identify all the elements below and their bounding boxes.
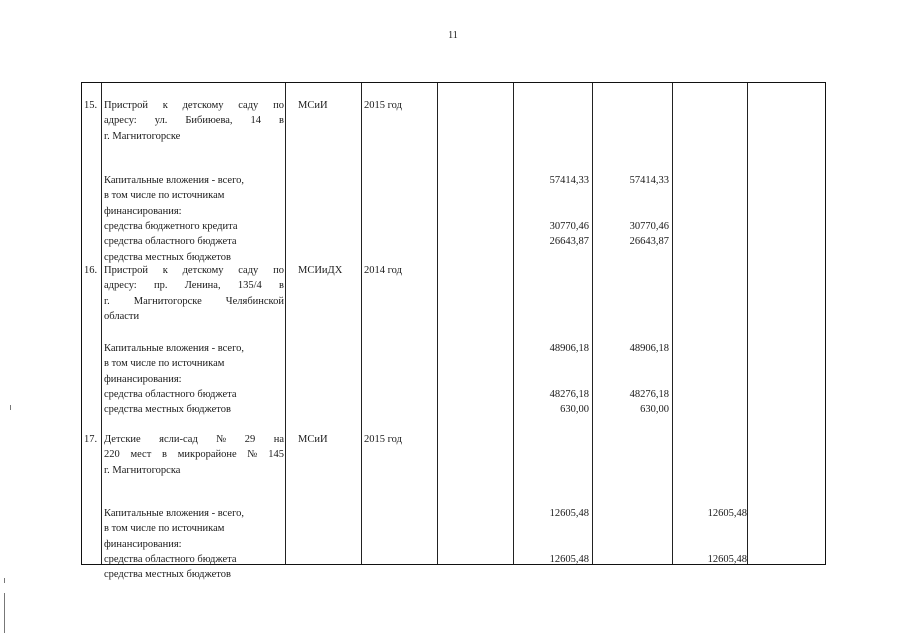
funding-line-label: Капитальные вложения - всего, [104, 343, 244, 354]
construction-year: 2015 год [364, 100, 402, 111]
funding-line-label: в том числе по источникам [104, 358, 225, 370]
object-title-line: адресу: ул. Бибиюева, 14 в [104, 115, 284, 127]
scan-mark [10, 405, 11, 410]
object-title-line: г. Магнитогорске [104, 130, 181, 142]
funding-line-label: в том числе по источникам [104, 523, 225, 535]
funding-line-label: Капитальные вложения - всего, [104, 175, 244, 186]
funding-line-label: средства бюджетного кредита [104, 220, 238, 232]
construction-year: 2015 год [364, 434, 402, 445]
funding-line-label: средства местных бюджетов [104, 404, 231, 416]
funding-line-label: средства областного бюджета [104, 553, 237, 565]
amount-total: 57414,33 [549, 175, 589, 186]
amount-period-1: 57414,33 [629, 175, 669, 186]
responsible-agency: МСиИ [298, 434, 328, 445]
amount-period-2: 12605,48 [707, 553, 747, 565]
amount-period-1: 48906,18 [629, 343, 669, 354]
column-divider [361, 83, 362, 564]
amount-period-1: 30770,46 [629, 220, 669, 232]
amount-total: 26643,87 [549, 236, 589, 248]
responsible-agency: МСиИ [298, 100, 328, 111]
amount-period-2: 12605,48 [707, 508, 747, 519]
funding-line-label: средства местных бюджетов [104, 569, 231, 581]
amount-total: 48906,18 [549, 343, 589, 354]
amount-total: 630,00 [560, 404, 589, 416]
object-title-line: области [104, 310, 140, 322]
object-title-line: адресу: пр. Ленина, 135/4 в [104, 280, 284, 292]
object-title-line: Детские ясли-сад № 29 на [104, 434, 284, 445]
funding-line-label: средства областного бюджета [104, 236, 237, 248]
column-divider [592, 83, 593, 564]
amount-total: 12605,48 [549, 553, 589, 565]
funding-line-label: финансирования: [104, 538, 182, 550]
amount-period-1: 48276,18 [629, 388, 669, 400]
object-title-line: 220 мест в микрорайоне № 145 [104, 449, 284, 461]
column-divider [672, 83, 673, 564]
scan-mark [4, 578, 5, 583]
object-title-line: Пристрой к детскому саду по [104, 100, 284, 111]
column-divider [285, 83, 286, 564]
column-divider [747, 83, 748, 564]
object-title-line: г. Магнитогорске Челябинской [104, 295, 284, 307]
responsible-agency: МСИиДХ [298, 265, 343, 276]
funding-line-label: финансирования: [104, 373, 182, 385]
object-title-line: г. Магнитогорска [104, 464, 181, 476]
column-divider [513, 83, 514, 564]
object-title-line: Пристрой к детскому саду по [104, 265, 284, 276]
amount-total: 30770,46 [549, 220, 589, 232]
scan-mark [4, 593, 5, 633]
amount-period-1: 26643,87 [629, 236, 669, 248]
row-number: 16. [84, 265, 98, 276]
amount-total: 48276,18 [549, 388, 589, 400]
construction-year: 2014 год [364, 265, 402, 276]
funding-line-label: средства областного бюджета [104, 388, 237, 400]
column-divider [437, 83, 438, 564]
row-number: 15. [84, 100, 98, 111]
funding-line-label: средства местных бюджетов [104, 251, 231, 263]
amount-total: 12605,48 [549, 508, 589, 519]
funding-line-label: финансирования: [104, 205, 182, 217]
amount-period-1: 630,00 [640, 404, 669, 416]
funding-line-label: Капитальные вложения - всего, [104, 508, 244, 519]
page-number: 11 [448, 30, 458, 41]
column-divider [101, 83, 102, 564]
funding-line-label: в том числе по источникам [104, 190, 225, 202]
investment-table [81, 82, 826, 581]
row-number: 17. [84, 434, 98, 445]
